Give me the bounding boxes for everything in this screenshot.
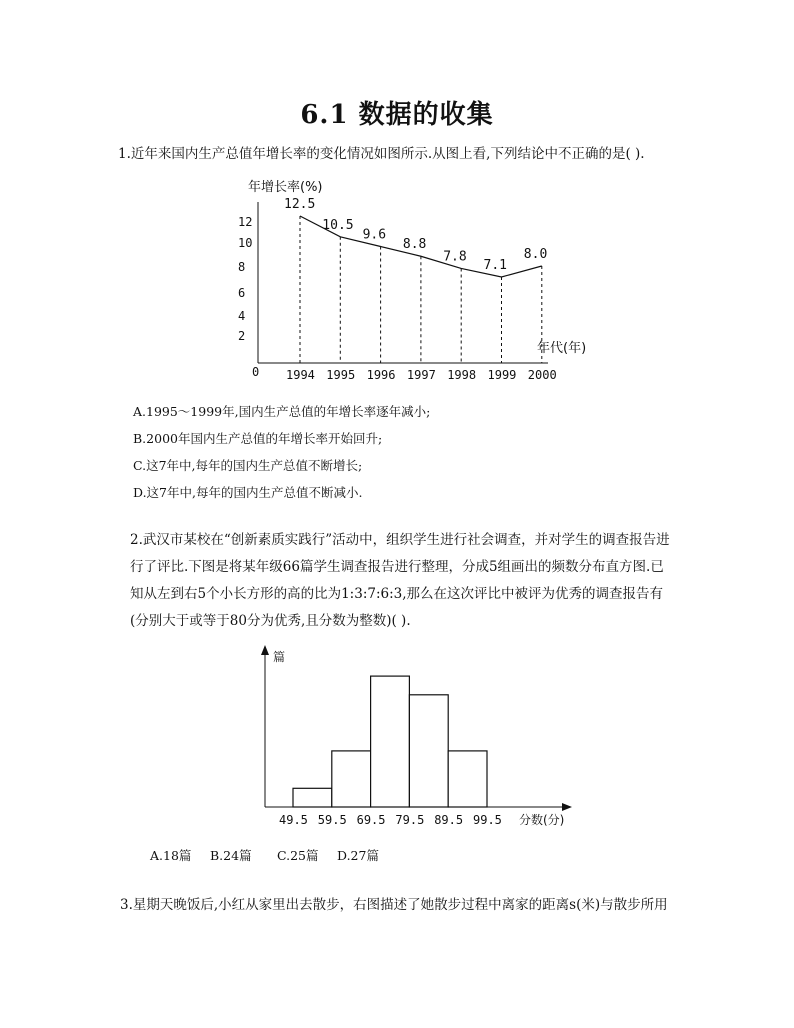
c1-x-tick-label: 1995 [326, 368, 356, 382]
c1-origin-label: 0 [252, 365, 260, 379]
c2-x-tick-label: 99.5 [473, 813, 502, 827]
c2-histogram-bar [332, 751, 371, 807]
c2-histogram-bar [371, 676, 410, 807]
c1-x-tick-label: 1994 [286, 368, 315, 382]
c1-x-axis-label: 年代(年) [537, 341, 587, 356]
c1-y-tick-label: 6 [238, 286, 246, 300]
q2-answer-b: B.24篇 [210, 848, 252, 863]
c2-x-tick-label: 89.5 [434, 813, 464, 827]
question-2-line-1: 2.武汉市某校在“创新素质实践行”活动中，组织学生进行社会调查，并对学生的调查报告进 [130, 532, 670, 548]
page-title: 6.1 数据的收集 [300, 100, 494, 130]
c1-y-tick-label: 4 [238, 309, 246, 323]
c2-x-tick-label: 49.5 [279, 813, 308, 827]
question-3-text: 3.星期天晚饭后,小红从家里出去散步，右图描述了她散步过程中离家的距离s(米)与散步所用 [120, 897, 668, 913]
c2-x-tick-label: 79.5 [395, 813, 425, 827]
c2-y-axis-arrow [261, 645, 269, 655]
c2-x-tick-label: 69.5 [356, 813, 386, 827]
c1-y-tick-label: 10 [238, 236, 253, 250]
c2-x-axis-label: 分数(分) [519, 813, 565, 827]
q1-option-d: D.这7年中,每年的国内生产总值不断减小. [133, 485, 363, 500]
question-2-line-4: (分别大于或等于80分为优秀,且分数为整数)( ). [130, 613, 411, 629]
c1-y-tick-label: 2 [238, 329, 246, 343]
c1-x-tick-label: 1999 [487, 368, 517, 382]
question-2-line-2: 行了评比.下图是将某年级66篇学生调查报告进行整理，分成5组画出的频数分布直方图.已 [130, 559, 664, 575]
question-2-line-3: 知从左到右5个小长方形的高的比为1:3:7:6:3,那么在这次评比中被评为优秀的调查报告有 [130, 586, 664, 602]
c2-x-tick-label: 59.5 [317, 813, 347, 827]
c1-y-axis-label: 年增长率(%) [248, 180, 323, 195]
c1-y-tick-label: 8 [238, 260, 246, 274]
q1-option-b: B.2000年国内生产总值的年增长率开始回升; [133, 431, 383, 446]
c2-x-axis-arrow [562, 803, 572, 811]
c1-data-label: 10.5 [322, 217, 354, 233]
question-1-text: 1.近年来国内生产总值年增长率的变化情况如图所示.从图上看,下列结论中不正确的是( ). [118, 146, 645, 162]
c1-y-tick-label: 12 [238, 215, 253, 229]
c2-histogram-bar [293, 788, 332, 807]
c1-data-label: 8.8 [402, 237, 427, 253]
c2-histogram-bar [409, 695, 448, 807]
q2-answer-a: A.18篇 [150, 848, 192, 863]
q1-option-a: A.1995～1999年,国内生产总值的年增长率逐年减小; [133, 404, 431, 419]
c1-x-tick-label: 1998 [447, 368, 477, 382]
q2-answer-d: D.27篇 [337, 848, 379, 863]
c1-x-tick-label: 1996 [366, 368, 396, 382]
c1-x-tick-label: 1997 [406, 368, 436, 382]
c1-data-label: 8.0 [523, 247, 548, 262]
c1-data-label: 7.1 [483, 257, 507, 273]
q1-option-c: C.这7年中,每年的国内生产总值不断增长; [133, 458, 363, 473]
c1-data-label: 12.5 [284, 197, 316, 212]
c1-x-tick-label: 2000 [527, 368, 557, 382]
c1-series-line [300, 216, 542, 277]
c1-data-label: 7.8 [443, 249, 467, 265]
c1-data-label: 9.6 [362, 227, 387, 243]
c2-histogram-bar [448, 751, 487, 807]
q2-answer-c: C.25篇 [277, 848, 319, 863]
c2-y-axis-label: 篇 [273, 650, 286, 664]
